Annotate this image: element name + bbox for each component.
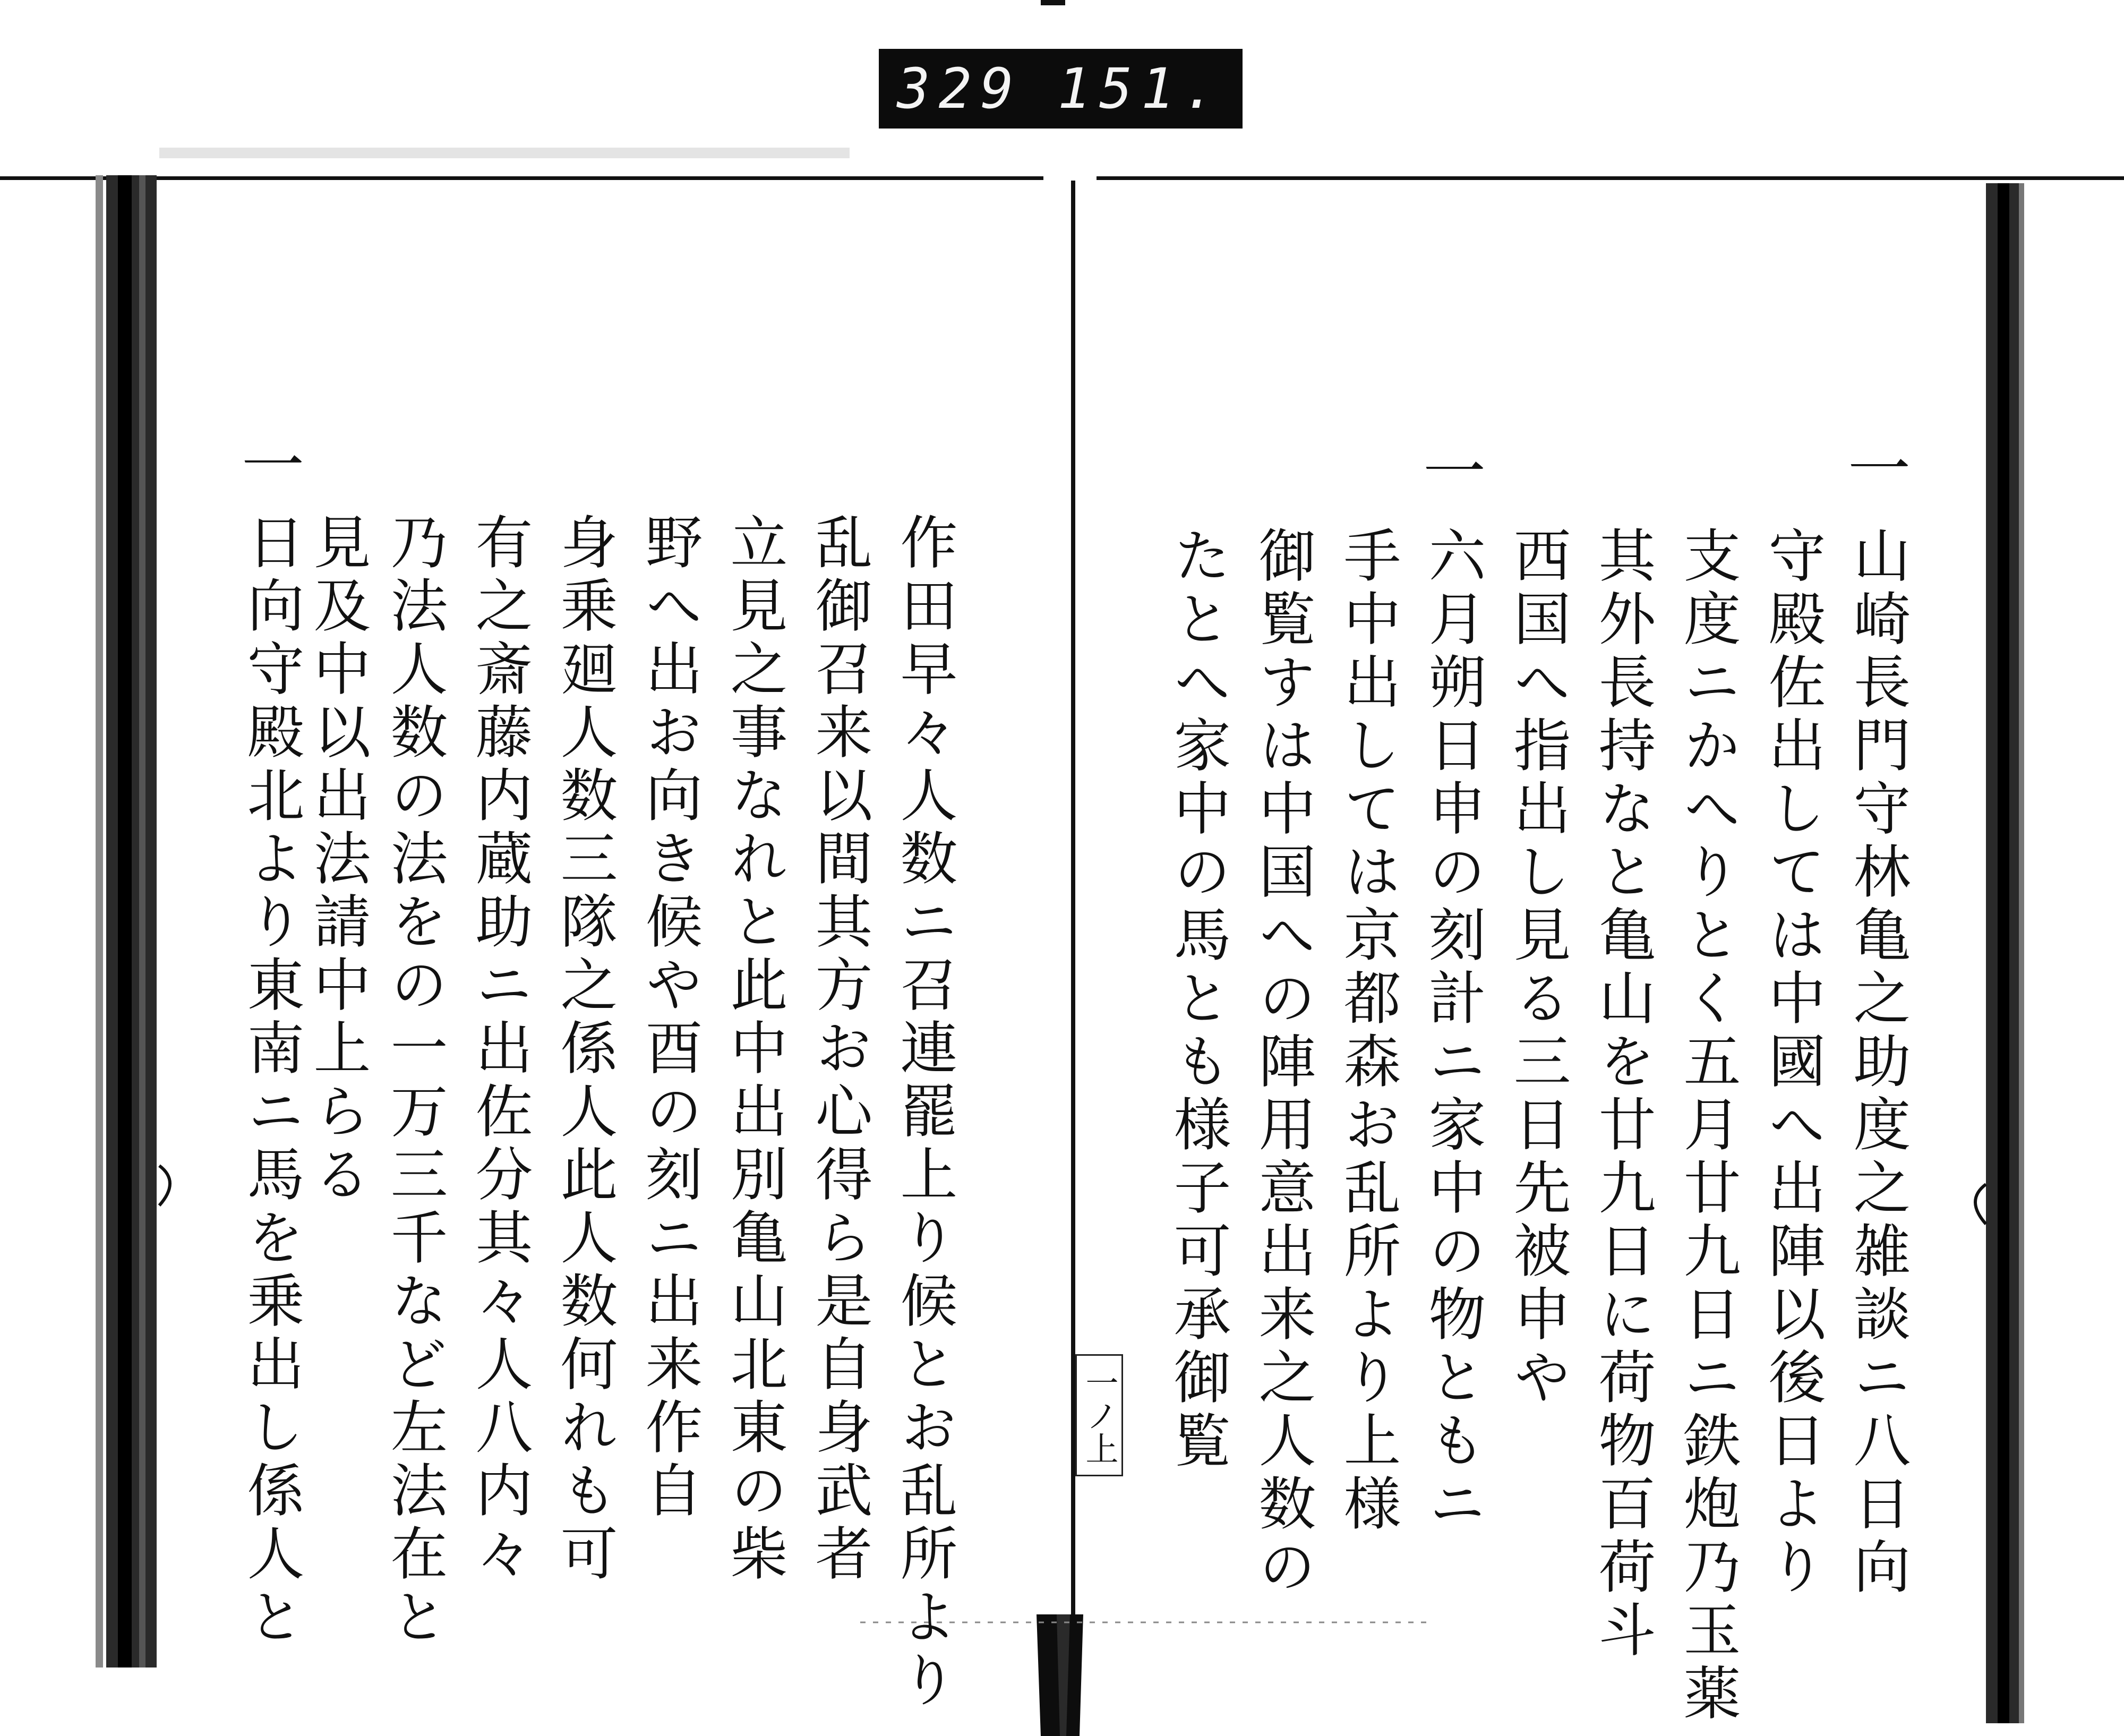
text-column: 乃法人数の法をの一万三千など左法在と: [381, 512, 447, 1650]
text-column: 守殿佐出しては中國へ出陣以後日より: [1759, 526, 1825, 1600]
text-column: たとへ家中の馬とも様子可承御覧: [1164, 526, 1230, 1474]
counter-left: 329: [897, 56, 1022, 121]
item-marker: 一: [1423, 435, 1486, 509]
text-column: 其外長持なと亀山を廿九日に荷物百荷斗: [1589, 526, 1655, 1663]
counter-right: 151.: [1057, 56, 1224, 121]
text-column: 野へ出お向き候や酉の刻ニ出来作自: [636, 512, 702, 1524]
text-column: 日向守殿北より東南ニ馬を乗出し係人と: [237, 512, 304, 1650]
text-column: 有之斎藤内蔵助ニ出佐分其々人八内々: [466, 512, 532, 1587]
text-column: 六月朔日申の刻計ニ家中の物ともニ: [1419, 526, 1485, 1537]
text-column: 身乗廻人数三隊之係人此人数何れも可: [551, 512, 617, 1587]
text-column: 西国へ指出し見る三日先被申や: [1504, 526, 1570, 1410]
text-column: 立見之事なれと此中出別亀山北東の柴: [721, 512, 787, 1587]
text-column: 支度ニかへりとく五月廿九日ニ鉄炮乃玉薬: [1674, 526, 1740, 1726]
text-column: 手中出しては京都森お乱所より上様: [1334, 526, 1400, 1537]
text-column: 作田早々人数ニ召連罷上り候とお乱所より: [890, 512, 957, 1713]
text-column: 山崎長門守林亀之助度之雑談ニ八日向: [1844, 526, 1910, 1600]
text-column: 乱御召来以間其方お心得ら是自身武者: [806, 512, 872, 1587]
item-marker: 一: [242, 429, 305, 502]
text-column: 御覧すは中国への陣用意出来之人数の: [1249, 526, 1315, 1600]
page-number-label: 一ノ上: [1075, 1354, 1123, 1476]
text-column: 見及中以出法請中上らる: [304, 512, 370, 1208]
page-counter-badge: [879, 49, 1243, 129]
item-marker: 一: [1848, 433, 1911, 506]
